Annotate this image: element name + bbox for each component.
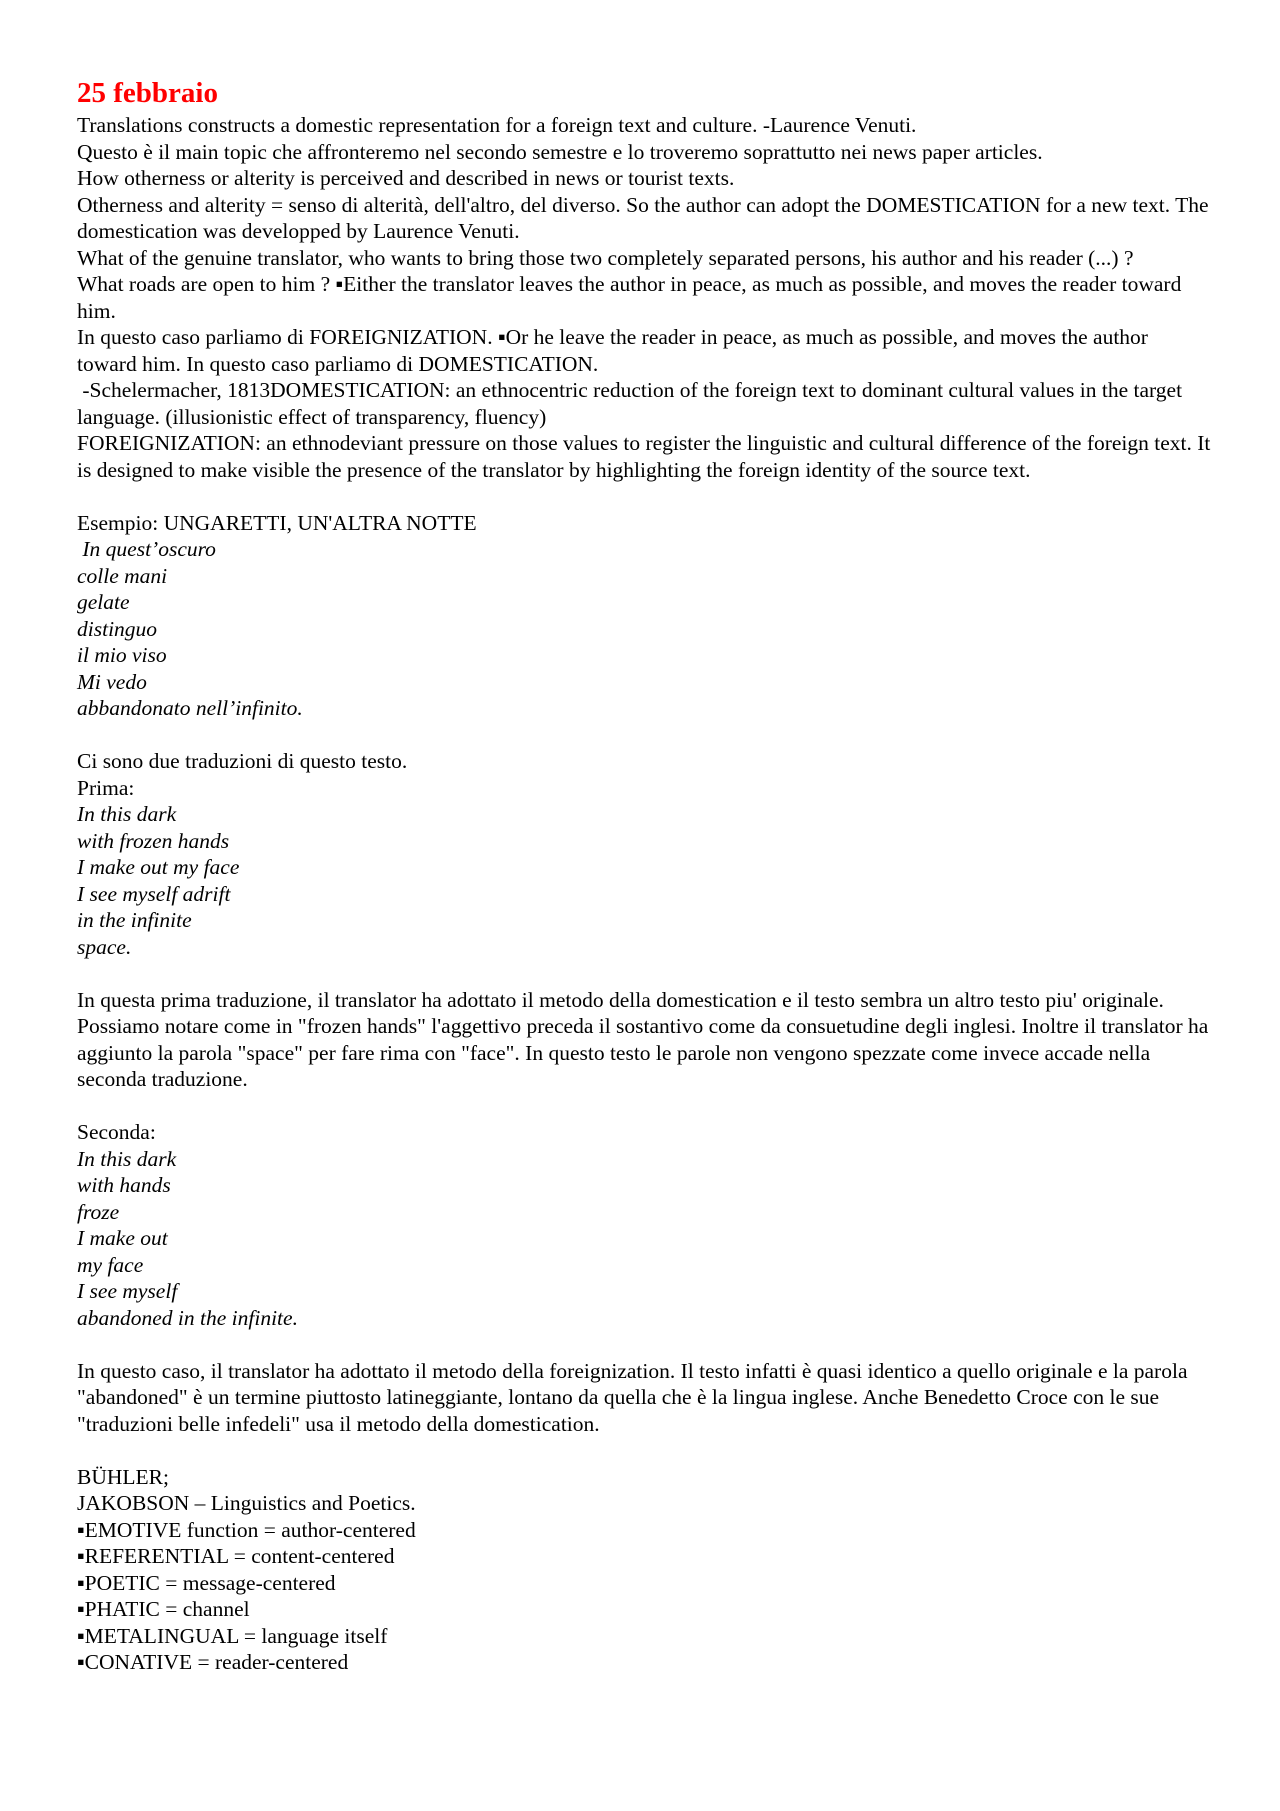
first-translation-label: Prima: (77, 775, 135, 800)
poem-line: with frozen hands (77, 828, 230, 853)
poem-line: with hands (77, 1173, 171, 1197)
poem-line: I make out my face (77, 855, 240, 879)
poem-line: il mio viso (77, 643, 167, 667)
poem-line: abandoned in the infinite. (77, 1305, 298, 1330)
list-item: ▪CONATIVE = reader-centered (77, 1650, 349, 1674)
poem-line: In this dark (77, 1146, 177, 1171)
intro-paragraph: FOREIGNIZATION: an ethnodeviant pressure on those values to register the linguistic and cultural difference of the foreign text. It is designed to make visible the presence of the translator by highlighting the foreign identity of the source text. (77, 431, 1211, 482)
poem-line: space. (77, 934, 132, 959)
spacer (77, 722, 1212, 749)
list-item: ▪EMOTIVE function = author-centered (77, 1517, 416, 1542)
spacer (77, 960, 1212, 987)
first-translation-comment: In questa prima traduzione, il translator ha adottato il metodo della domestication e il testo sembra un altro testo piu' originale. Possiamo notare come in "frozen hands" l'aggettivo preceda il sostantivo come da consuetudine degli inglesi. Inoltre il translator ha aggiunto la parola "space" per fare rima con "face". In questo testo le parole non vengono spezzate come invece accade nella seconda traduzione. (77, 987, 1209, 1091)
intro-paragraph: -Schelermacher, 1813DOMESTICATION: an ethnocentric reduction of the foreign text to dominant cultural values in the target language. (illusionistic effect of transparency, fluency) (77, 378, 1188, 429)
language-functions-list (77, 1517, 1212, 1676)
buhler-heading: BÜHLER; (77, 1464, 169, 1489)
poem-line: froze (77, 1199, 120, 1224)
spacer (77, 483, 1212, 510)
document-page (77, 74, 1212, 1676)
page-title: 25 febbraio (77, 77, 218, 109)
poem-line: distinguo (77, 616, 158, 641)
poem-line: colle mani (77, 563, 168, 588)
original-poem (77, 536, 1212, 722)
intro-paragraph: How otherness or alterity is perceived and described in news or tourist texts. (77, 166, 735, 190)
first-translation (77, 801, 1212, 960)
second-translation (77, 1146, 1212, 1332)
poem-line: in the infinite (77, 908, 192, 932)
list-item: ▪METALINGUAL = language itself (77, 1623, 388, 1648)
poem-line: I see myself (77, 1279, 178, 1303)
intro-paragraph: What of the genuine translator, who wants to bring those two completely separated persons, his author and his reader (...) ? (77, 245, 1134, 270)
translations-intro: Ci sono due traduzioni di questo testo. (77, 749, 408, 773)
poem-line: gelate (77, 590, 130, 614)
intro-paragraph: What roads are open to him ? ▪Either the translator leaves the author in peace, as much as possible, and moves the reader toward him. (77, 272, 1182, 323)
intro-paragraph: In questo caso parliamo di FOREIGNIZATION. ▪Or he leave the reader in peace, as much as possible, and moves the author toward him. In questo caso parliamo di DOMESTICATION. (77, 325, 1148, 376)
list-item: ▪POETIC = message-centered (77, 1570, 336, 1595)
second-translation-comment: In questo caso, il translator ha adottato il metodo della foreignization. Il testo infatti è quasi identico a quello originale e la parola "abandoned" è un termine piuttosto latineggiante, lontano da quella che è la lingua inglese. Anche Benedetto Croce con le sue "traduzioni belle infedeli" usa il metodo della domestication. (77, 1358, 1188, 1436)
intro-paragraph: Otherness and alterity = senso di alterità, dell'altro, del diverso. So the author can adopt the DOMESTICATION for a new text. The domestication was developped by Laurence Venuti. (77, 192, 1209, 243)
poem-line: In this dark (77, 802, 177, 826)
poem-line: I make out (77, 1226, 168, 1250)
spacer (77, 1437, 1212, 1464)
list-item: ▪REFERENTIAL = content-centered (77, 1544, 395, 1568)
intro-section (77, 112, 1212, 483)
poem-line: Mi vedo (77, 669, 147, 694)
intro-paragraph: Questo è il main topic che affronteremo nel secondo semestre e lo troveremo soprattutto nei news paper articles. (77, 139, 1043, 164)
jakobson-heading: JAKOBSON – Linguistics and Poetics. (77, 1491, 416, 1515)
intro-paragraph: Translations constructs a domestic representation for a foreign text and culture. -Laurence Venuti. (77, 113, 917, 137)
poem-line: I see myself adrift (77, 881, 231, 906)
second-translation-label: Seconda: (77, 1120, 156, 1144)
list-item: ▪PHATIC = channel (77, 1597, 250, 1621)
poem-line: In quest’oscuro (77, 537, 216, 561)
poem-line: abbandonato nell’infinito. (77, 696, 303, 720)
spacer (77, 1331, 1212, 1358)
example-heading: Esempio: UNGARETTI, UN'ALTRA NOTTE (77, 510, 477, 535)
spacer (77, 1093, 1212, 1120)
poem-line: my face (77, 1252, 144, 1277)
